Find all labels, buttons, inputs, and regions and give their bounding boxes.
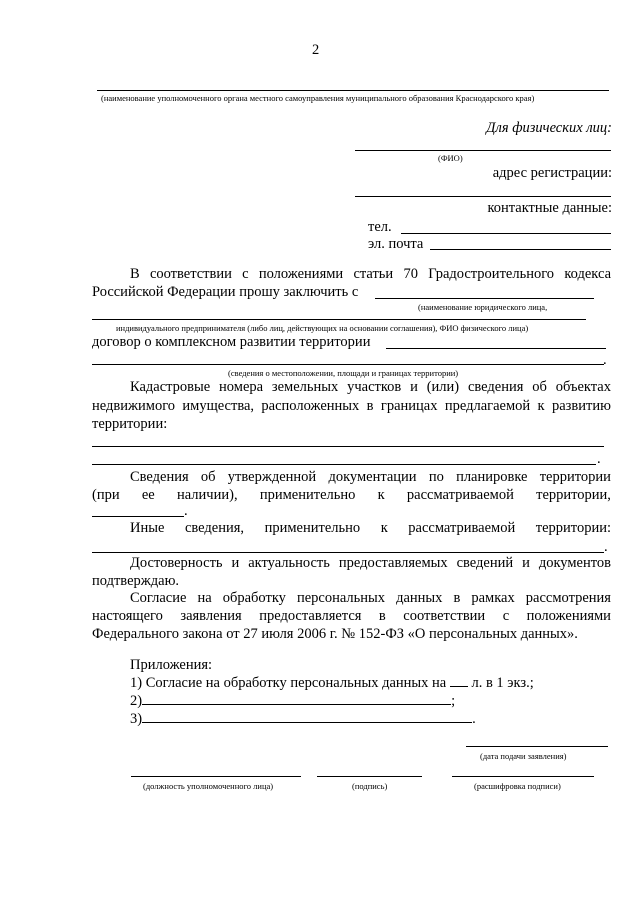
fio-caption: (ФИО) <box>438 153 463 163</box>
signature-field-line[interactable] <box>317 776 422 777</box>
page-number: 2 <box>312 42 320 58</box>
para3-line2: (при ее наличии), применительно к рассматриваемой территории, <box>92 487 611 503</box>
legal-entity-caption: (наименование юридического лица, <box>418 302 548 312</box>
contract-text: договор о комплексном развитии территории <box>92 334 371 350</box>
cadastral-field-line-2[interactable] <box>92 464 596 465</box>
entrepreneur-caption: индивидуального предпринимателя (либо лиц, действующих на основании соглашения), ФИО физического лица) <box>116 323 529 333</box>
cadastral-field-line-1[interactable] <box>92 446 604 447</box>
for-individuals-heading: Для физических лиц: <box>486 120 612 136</box>
location-dot: . <box>603 352 607 368</box>
fio-field-line[interactable] <box>355 150 611 151</box>
position-field-line[interactable] <box>131 776 301 777</box>
para5-line2: подтверждаю. <box>92 573 180 589</box>
para1-line1: В соответствии с положениями статьи 70 Градостроительного кодекса <box>130 266 611 282</box>
para2-line3: территории: <box>92 416 168 432</box>
planning-docs-field-line[interactable] <box>92 516 184 517</box>
attachment-3-field-line[interactable] <box>142 722 472 723</box>
other-info-dot: . <box>604 539 608 555</box>
attachment-item-2: 2) ; <box>130 693 456 709</box>
signature-caption: (подпись) <box>352 781 388 791</box>
transcript-caption: (расшифровка подписи) <box>474 781 561 791</box>
contract-field-line[interactable] <box>386 348 606 349</box>
registration-address-field-line[interactable] <box>355 196 611 197</box>
attachment-item-1: 1) Согласие на обработку персональных данных на л. в 1 экз.; <box>130 675 534 691</box>
para3-line1: Сведения об утвержденной документации по планировке территории <box>130 469 611 485</box>
date-field-line[interactable] <box>466 746 608 747</box>
attachments-heading: Приложения: <box>130 657 213 673</box>
para4-line1: Иные сведения, применительно к рассматриваемой территории: <box>130 520 611 536</box>
para5-line1: Достоверность и актуальность предоставляемых сведений и документов <box>130 555 611 571</box>
planning-docs-dot: . <box>184 503 188 519</box>
other-info-field-line[interactable] <box>92 552 604 553</box>
position-caption: (должность уполномоченного лица) <box>143 781 274 791</box>
location-caption: (сведения о местоположении, площади и границах территории) <box>228 368 459 378</box>
para1-line2: Российской Федерации прошу заключить с <box>92 284 359 300</box>
para2-line1: Кадастровые номера земельных участков и (или) сведения об объектах <box>130 379 611 395</box>
date-caption: (дата подачи заявления) <box>480 751 567 761</box>
pages-count-field-line[interactable] <box>450 686 468 687</box>
email-label: эл. почта <box>368 236 424 252</box>
attachment-2-field-line[interactable] <box>142 704 451 705</box>
email-field-line[interactable] <box>430 249 611 250</box>
registration-address-label: адрес регистрации: <box>492 165 612 181</box>
contact-data-label: контактные данные: <box>487 200 612 216</box>
para6-line1: Согласие на обработку персональных данных в рамках рассмотрения <box>130 590 611 606</box>
authority-field-line[interactable] <box>97 90 609 91</box>
para2-line2: недвижимого имущества, расположенных в границах предлагаемой к развитию <box>92 398 611 414</box>
phone-field-line[interactable] <box>401 233 611 234</box>
authority-caption: (наименование уполномоченного органа местного самоуправления муниципального образования Краснодарского края) <box>101 93 535 103</box>
entrepreneur-field-line[interactable] <box>92 319 586 320</box>
legal-entity-field-line[interactable] <box>375 298 594 299</box>
attachment-item-3: 3) . <box>130 711 476 727</box>
transcript-field-line[interactable] <box>452 776 594 777</box>
location-field-line[interactable] <box>92 364 604 365</box>
cadastral-dot: . <box>597 451 601 467</box>
para6-line2: настоящего заявления предоставляется в соответствии с положениями <box>92 608 611 624</box>
phone-label: тел. <box>368 219 392 235</box>
para6-line3: Федерального закона от 27 июля 2006 г. № 152-ФЗ «О персональных данных». <box>92 626 578 642</box>
